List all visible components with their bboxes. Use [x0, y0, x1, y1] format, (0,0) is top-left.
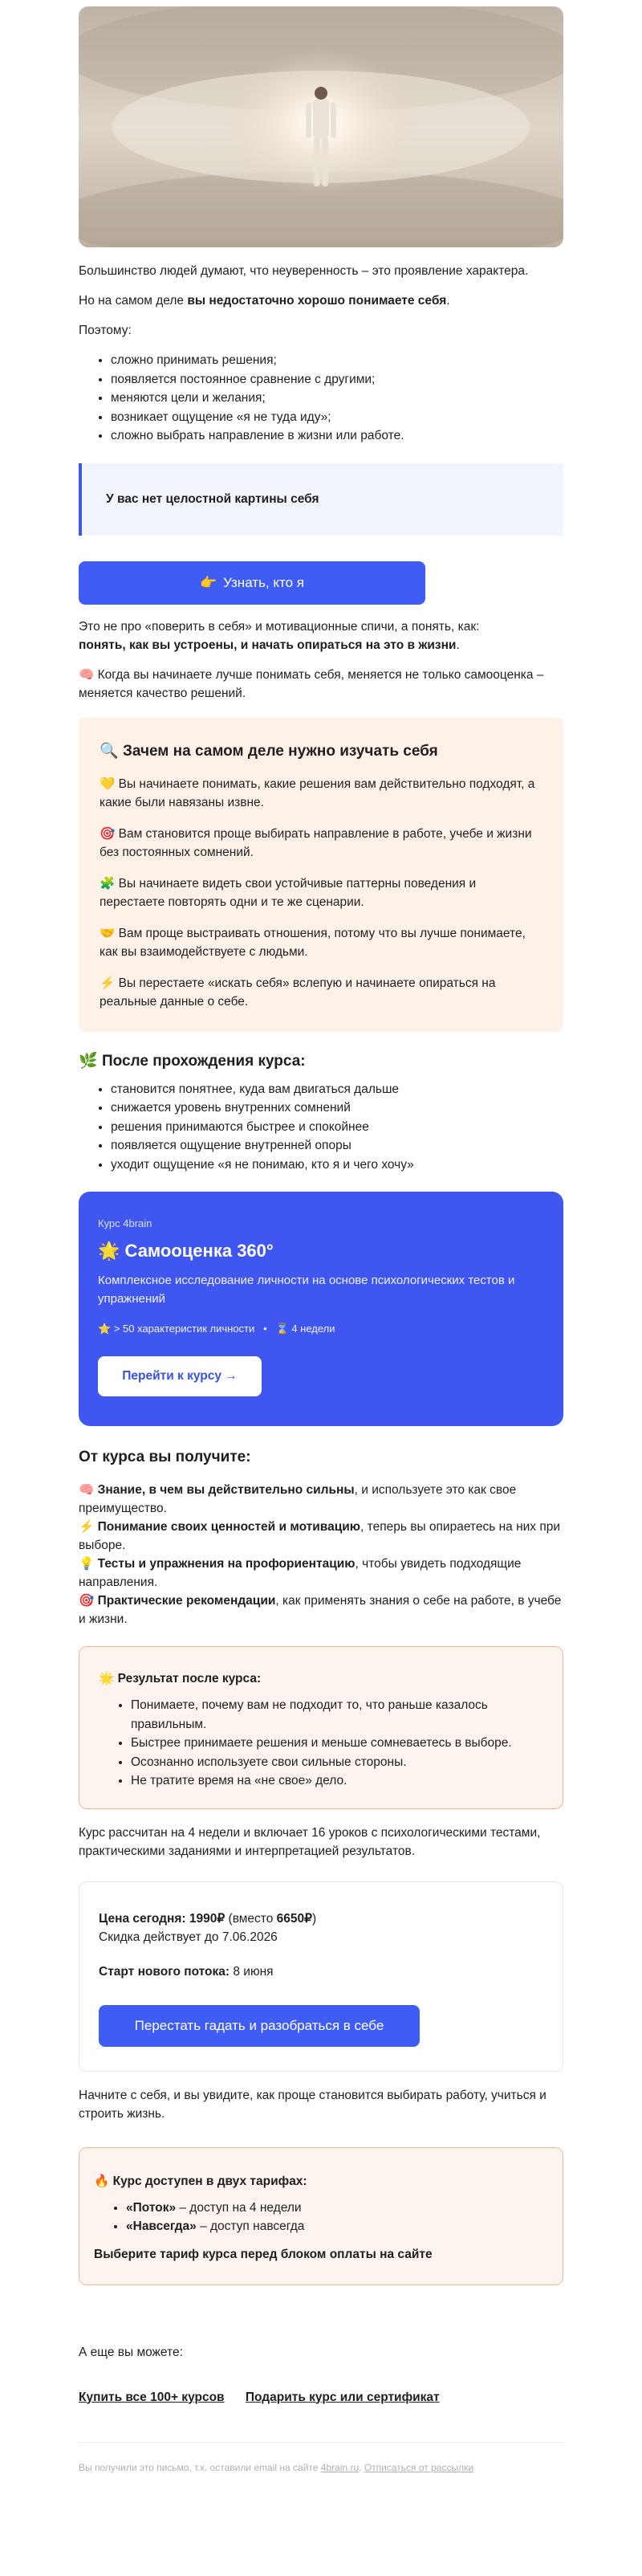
go-to-course-button[interactable]: Перейти к курсу →	[98, 1356, 262, 1396]
price-old: 6650₽	[276, 1911, 312, 1926]
why-item-text: Вам становится проще выбирать направление в работе, учебе и жизни без постоянных сомнений.	[100, 826, 532, 859]
list-item: • появляется ощущение внутренней опоры	[111, 1136, 563, 1156]
course-card	[79, 1192, 563, 1426]
list-item: • сложно выбрать направление в жизни или работе.	[111, 426, 563, 446]
why-item	[100, 825, 542, 862]
course-meta-duration: 4 недели	[291, 1323, 335, 1335]
list-item: • становится понятнее, куда вам двигаться дальше	[111, 1080, 563, 1099]
course-kicker: Курс 4brain	[98, 1217, 152, 1229]
footer-text: Вы получили это письмо, т.к. оставили email на сайте	[79, 2461, 321, 2473]
tariff-title-text: Курс доступен в двух тарифах:	[112, 2174, 307, 2188]
list-item: • Осознанно используете свои сильные стороны.	[131, 1753, 547, 1772]
gets-item	[79, 1518, 563, 1555]
mid-text-1-pre: Это не про «поверить в себя» и мотивационные спичи, а понять, как:	[79, 619, 480, 634]
start-line	[99, 1963, 543, 1981]
star-small-icon: ⭐	[98, 1323, 112, 1335]
list-item	[126, 2217, 548, 2236]
intro-text-3: Поэтому:	[79, 324, 132, 337]
why-study-yourself-card	[79, 717, 563, 1032]
why-item-text: Вы перестаете «искать себя» вслепую и начинаете опираться на реальные данные о себе.	[100, 976, 496, 1009]
gets-item-bold: Практические рекомендации	[97, 1594, 276, 1608]
list-item: • снижается уровень внутренних сомнений	[111, 1098, 563, 1118]
after-course-title-text: После прохождения курса:	[101, 1052, 306, 1070]
list-item: • решения принимаются быстрее и спокойнее	[111, 1118, 563, 1137]
target-icon: 🎯	[79, 1594, 95, 1608]
why-item	[100, 874, 542, 911]
mid-text-2-body: Когда вы начинаете лучше понимать себя, меняется не только самооценка – меняется качество решений.	[79, 667, 544, 700]
tariff-card	[79, 2147, 563, 2285]
gets-list	[79, 1481, 563, 1628]
tariff-name: «Поток»	[126, 2200, 177, 2215]
lightbulb-icon: 💡	[79, 1557, 95, 1571]
why-item-text: Вам проще выстраивать отношения, потому что вы лучше понимаете, как вы взаимодействуете с людьми.	[100, 926, 526, 959]
fire-icon: 🔥	[94, 2174, 110, 2188]
cta-label: Узнать, кто я	[223, 574, 304, 590]
meta-separator: •	[263, 1323, 267, 1335]
mid-text-1-bold: понять, как вы устроены, и начать опираться на это в жизни	[79, 638, 457, 652]
after-course-title	[79, 1051, 563, 1070]
lightning-icon: ⚡	[79, 1520, 95, 1534]
footer	[79, 2442, 563, 2473]
price-line	[99, 1910, 543, 1928]
mid-text-1-post: .	[456, 638, 460, 652]
course-meta-characteristics: > 50 характеристик личности	[113, 1323, 255, 1335]
gets-title: От курса вы получите:	[79, 1449, 251, 1465]
hero-image	[79, 6, 563, 247]
buy-all-courses-link[interactable]: Купить все 100+ курсов	[79, 2390, 225, 2404]
highlight-quote: У вас нет целостной картины себя	[79, 463, 563, 536]
gets-item-rest: , и используете это как свое преимущество.	[79, 1483, 517, 1515]
intro-text-2-pre: Но на самом деле	[79, 294, 188, 308]
magnifier-icon: 🔍	[100, 742, 119, 760]
gets-item-rest: , чтобы увидеть подходящие направления.	[79, 1557, 522, 1589]
intro-list	[79, 351, 563, 446]
intro-text-1: Большинство людей думают, что неуверенность – это проявление характера.	[79, 264, 529, 278]
intro-text-2-bold: вы недостаточно хорошо понимаете себя	[187, 294, 447, 308]
stop-guessing-button[interactable]: Перестать гадать и разобраться в себе	[99, 2005, 420, 2047]
why-title-text: Зачем на самом деле нужно изучать себя	[122, 742, 438, 760]
price-instead-pre: (вместо	[225, 1911, 277, 1926]
site-link[interactable]: 4brain.ru	[320, 2461, 360, 2473]
result-title-text: Результат после курса:	[117, 1672, 262, 1685]
list-item: • Не тратите время на «не свое» дело.	[131, 1771, 547, 1791]
yellow-heart-icon: 💛	[100, 776, 116, 791]
mid-text-1	[79, 618, 563, 654]
tariff-desc: – доступ на 4 недели	[176, 2200, 302, 2215]
result-card	[79, 1646, 563, 1809]
gets-item-bold: Знание, в чем вы действительно сильны	[97, 1483, 355, 1497]
hourglass-icon: ⌛	[275, 1323, 289, 1335]
target-icon: 🎯	[100, 826, 116, 841]
tariff-title	[94, 2174, 548, 2189]
tariff-desc: – доступ навсегда	[196, 2219, 305, 2233]
footer-separator: .	[359, 2461, 364, 2473]
price-instead-post: )	[312, 1911, 317, 1926]
list-item: • меняются цели и желания;	[111, 389, 563, 408]
list-item: • появляется постоянное сравнение с другими;	[111, 370, 563, 389]
why-title	[100, 741, 542, 760]
gets-item-bold: Тесты и упражнения на профориентацию	[97, 1557, 356, 1571]
gift-course-link[interactable]: Подарить курс или сертификат	[245, 2390, 440, 2404]
gets-item-rest: , как применять знания о себе на работе, в учебе и жизни.	[79, 1594, 562, 1626]
after-course-list	[79, 1080, 563, 1175]
why-item	[100, 924, 542, 961]
more-title: А еще вы можете:	[79, 2345, 183, 2359]
star-icon: 🌟	[99, 1672, 115, 1685]
course-title-text: Самооценка 360°	[124, 1241, 274, 1261]
list-item: • уходит ощущение «я не понимаю, кто я и чего хочу»	[111, 1156, 563, 1175]
brain-icon: 🧠	[79, 667, 95, 682]
unsubscribe-link[interactable]: Отписаться от рассылки	[364, 2461, 474, 2473]
list-item: • Быстрее принимаете решения и меньше сомневаетесь в выборе.	[131, 1734, 547, 1753]
gets-item	[79, 1555, 563, 1592]
course-meta	[98, 1323, 544, 1335]
gets-item-bold: Понимание своих ценностей и мотивацию	[97, 1520, 361, 1534]
price-today: Цена сегодня: 1990₽	[99, 1911, 226, 1926]
why-item	[100, 974, 542, 1011]
email-body	[79, 0, 563, 2473]
price-card	[79, 1881, 563, 2072]
course-info-text: Курс рассчитан на 4 недели и включает 16 уроков с психологическими тестами, практическими заданиями и интерпретацией результатов.	[79, 1825, 541, 1858]
why-item-text: Вы начинаете понимать, какие решения вам действительно подходят, а какие были навязаны извне.	[100, 776, 535, 809]
gets-item	[79, 1592, 563, 1628]
herb-icon: 🌿	[79, 1052, 98, 1070]
gets-item-rest: , теперь вы опираетесь на них при выборе.	[79, 1520, 561, 1552]
course-description: Комплексное исследование личности на основе психологических тестов и упражнений	[98, 1274, 515, 1306]
star-icon: 🌟	[98, 1241, 120, 1261]
intro-text-2-post: .	[446, 294, 450, 308]
tariff-list	[94, 2199, 548, 2236]
handshake-icon: 🤝	[100, 926, 116, 940]
start-label: Старт нового потока:	[99, 1964, 230, 1979]
gets-item	[79, 1481, 563, 1518]
brain-icon: 🧠	[79, 1483, 95, 1497]
mid-text-2	[79, 666, 563, 703]
list-item: • возникает ощущение «я не туда иду»;	[111, 408, 563, 427]
result-title	[99, 1671, 547, 1686]
list-item	[126, 2199, 548, 2218]
why-item	[100, 775, 542, 812]
pointing-hand-icon: 👉	[200, 574, 217, 590]
start-date: 8 июня	[230, 1964, 274, 1979]
tariff-name: «Навсегда»	[126, 2219, 197, 2233]
lightning-icon: ⚡	[100, 976, 116, 990]
list-item: • Понимаете, почему вам не подходит то, что раньше казалось правильным.	[131, 1696, 547, 1734]
intro-text-2	[79, 291, 563, 310]
outro-text: Начните с себя, и вы увидите, как проще становится выбирать работу, учиться и строить жизнь.	[79, 2088, 547, 2121]
why-item-text: Вы начинаете видеть свои устойчивые паттерны поведения и перестаете повторять одни и те же сценарии.	[100, 876, 477, 909]
more-links	[79, 2391, 563, 2405]
result-list	[99, 1696, 547, 1791]
list-item: • сложно принимать решения;	[111, 351, 563, 370]
course-title	[98, 1241, 544, 1262]
tariff-note: Выберите тариф курса перед блоком оплаты на сайте	[94, 2247, 433, 2261]
find-out-who-i-am-button[interactable]	[79, 561, 425, 605]
discount-valid: Скидка действует до 7.06.2026	[99, 1930, 278, 1944]
puzzle-icon: 🧩	[100, 876, 116, 891]
